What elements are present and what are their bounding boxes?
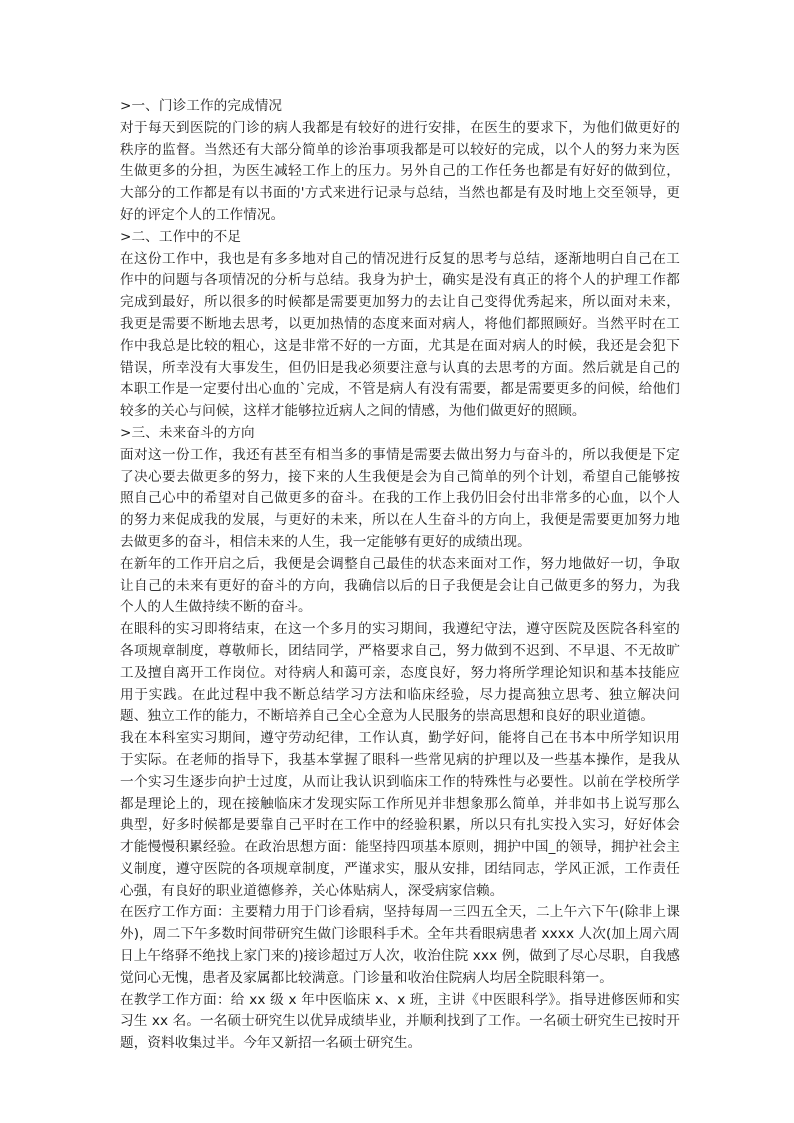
paragraph-new-year: 在新年的工作开启之后，我便是会调整自己最佳的状态来面对工作，努力地做好一切，争取让自己的未来有更好的奋斗的方向，我确信以后的日子我便是会让自己做更多的努力，为我个人的人生做持续不断的奋斗。 — [120, 555, 680, 616]
paragraph-department-internship: 我在本科室实习期间，遵守劳动纪律，工作认真，勤学好问，能将自己在书本中所学知识用于实际。在老师的指导下，我基本掌握了眼科一些常见病的护理以及一些基本操作，是我从一个实习生逐步向护士过度，从而让我认识到临床工作的特殊性与必要性。以前在学校所学都是理论上的，现在接触临床才发现实际工作所见并非想象那么简单，并非如书上说写那么典型，好多时候都是要靠自己平时在工作中的经验积累，所以只有扎实投入实习，好好体会才能慢慢积累经验。在政治思想方面：能坚持四项基本原则，拥护中国_的领导，拥护社会主义制度，遵守医院的各项规章制度，严谨求实，服从安排，团结同志，学风正派，工作责任心强，有良好的职业道德修养，关心体贴病人，深受病家信赖。 — [120, 730, 680, 899]
paragraph-medical-work: 在医疗工作方面：主要精力用于门诊看病，坚持每周一三四五全天，二上午六下午(除非上课外)，周二下午多数时间带研究生做门诊眼科手术。全年共看眼病患者 xxxx 人次(加上周六周日上午络驿不绝找上家门来的)接诊超过万人次，收治住院 xxx 例，做到了尽心尽职，自我感觉问心无愧，患者及家属都比较满意。门诊量和收治住院病人均居全院眼科第一。 — [120, 904, 680, 986]
paragraph-outpatient: 对于每天到医院的门诊的病人我都是有较好的进行安排，在医生的要求下，为他们做更好的秩序的监督。当然还有大部分简单的诊治事项我都是可以较好的完成，以个人的努力来为医生做更多的分担，为医生减轻工作上的压力。另外自己的工作任务也都是有好好的做到位，大部分的工作都是有以书面的'方式来进行记录与总结，当然也都是有及时地上交至领导，更好的评定个人的工作情况。 — [120, 119, 680, 223]
section-heading-1: >一、门诊工作的完成情况 — [120, 98, 283, 114]
paragraph-future-direction: 面对这一份工作，我还有甚至有相当多的事情是需要去做出努力与奋斗的，所以我便是下定了决心要去做更多的努力，接下来的人生我便是会为自己简单的列个计划，希望自己能够按照自己心中的希望对自己做更多的奋斗。在我的工作上我仍旧会付出非常多的心血，以个人的努力来促成我的发展，与更好的未来，所以在人生奋斗的方向上，我便是需要更加努力地去做更多的奋斗，相信未来的人生，我一定能够有更好的成绩出现。 — [120, 446, 680, 550]
paragraph-shortcomings: 在这份工作中，我也是有多多地对自己的情况进行反复的思考与总结，逐渐地明白自己在工作中的问题与各项情况的分析与总结。我身为护士，确实是没有真正的将个人的护理工作都完成到最好，所以很多的时候都是需要更加努力的去让自己变得优秀起来，所以面对未来，我更是需要不断地去思考，以更加热情的态度来面对病人，将他们都照顾好。当然平时在工作中我总是比较的粗心，这是非常不好的一方面，尤其是在面对病人的时候，我还是会犯下错误，所幸没有大事发生，但仍旧是我必须要注意与认真的去思考的方面。然后就是自己的本职工作是一定要付出心血的`完成，不管是病人有没有需要，都是需要更多的问候，给他们较多的关心与问候，这样才能够拉近病人之间的情感，为他们做更好的照顾。 — [120, 250, 680, 420]
section-heading-2: >二、工作中的不足 — [120, 228, 242, 245]
paragraph-ophthalmology-internship: 在眼科的实习即将结束，在这一个多月的实习期间，我遵纪守法，遵守医院及医院各科室的各项规章制度，尊敬师长，团结同学，严格要求自己，努力做到不迟到、不早退、不无故旷工及擅自离开工作岗位。对待病人和蔼可亲，态度良好，努力将所学理论知识和基本技能应用于实践。在此过程中我不断总结学习方法和临床经验，尽力提高独立思考、独立解决问题、独立工作的能力，不断培养自己全心全意为人民服务的崇高思想和良好的职业道德。 — [120, 621, 680, 725]
section-heading-3: >三、未来奋斗的方向 — [120, 424, 255, 441]
paragraph-teaching-work: 在教学工作方面：给 xx 级 x 年中医临床 x、x 班，主讲《中医眼科学》。指导进修医师和实习生 xx 名。一名硕士研究生以优异成绩毕业，并顺利找到了工作。一名硕士研究生已按时开题，资料收集过半。今年又新招一名硕士研究生。 — [120, 991, 680, 1052]
document-body — [120, 96, 680, 1055]
